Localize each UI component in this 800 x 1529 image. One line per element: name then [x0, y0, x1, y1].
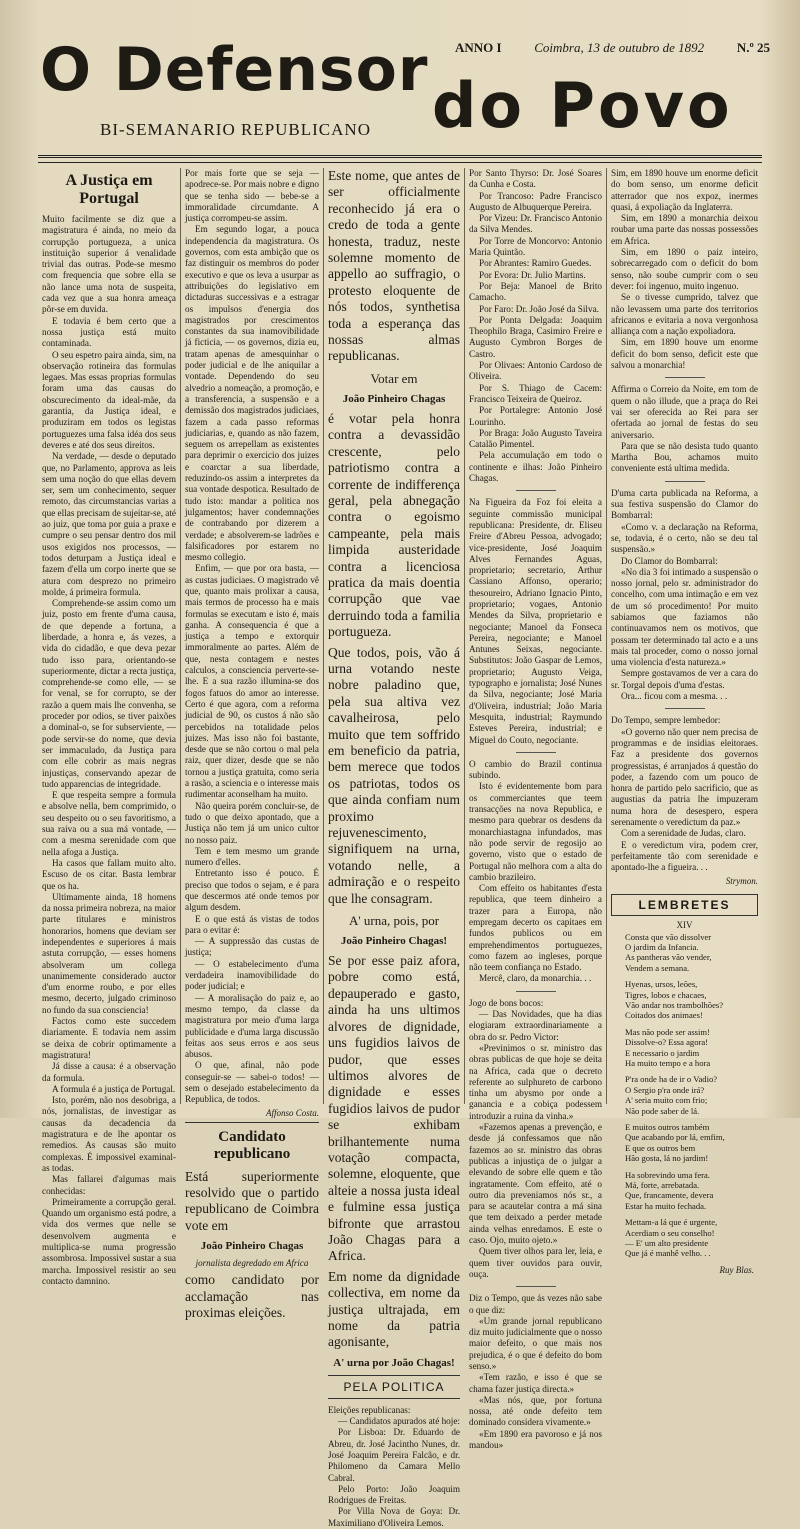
- poem-stanza: E muitos outros também Que acabando por lá, emfim, E que os outros bem Hão gosta, lá no jardim!: [625, 1122, 725, 1164]
- poem-stanza: Mettam-a lá que é urgente, Acerdiam o seu conselho! — E' um alto presidente Que já é manhê velho. . .: [625, 1217, 718, 1259]
- paragraph: A formula é a justiça de Portugal.: [52, 1083, 176, 1094]
- paragraph: Mas fallarei d'algumas mais conhecidas:: [42, 1174, 176, 1196]
- paragraph: Primeiramente a corrupção geral. Quando um organismo está podre, a vida dos vermes que nelle se desenvolvem augmenta e multiplica-se numa progressão assombrosa. Impossivel sustar a sua marcha. Impossivel resistir ao seu contacto damnino.: [42, 1196, 176, 1286]
- votar-line: Votar em: [370, 370, 418, 386]
- poem-stanza: P'ra onde ha de ir o Vadio? O Sergio p'ra onde irá? A' seria muito com frio; Não pode saber de lá.: [625, 1074, 718, 1116]
- paragraph: «Fazemos apenas a prevenção, e desde já confessamos que não fazemos ao sr. ministro das obras publicas a injustiça de o julgar a elevando de sobre elle quem e tão ingratamente. Com effeito, até o outro dia preveniamos nós sr., a para se acautelar contra a má sina que tem deixado a perder metade ainda velhas enredamos. E este o caso. Ojo, muito ojeto.»: [469, 1122, 602, 1246]
- poem-stanza: Consta que vão dissolver O jardim da Infancia. As pantheras vão vender, Vendem a semana.: [625, 931, 712, 973]
- column-1: [38, 168, 180, 1286]
- paragraph: Enfim, — que por ora basta, — as custas judiciaes. O magistrado vê que, quanto mais prolixar a causa, mais termos de processo ha e mais formulas se executam e isto é, mais ganha. A consequencia é que a justiça a tempo e extorquir immoralmente ao partes. Além de que, nesta contagem e nestes calculos, a consciencia perverte-se-lhe. E a sua razão illumina-se dos fogos fatuos do amor ao interesse. Certo é que agora, com a reforma judicial de 90, os custos á não são percebidos na totalidade pelos juizes. Mas isso não foi bastante, desde que se não cortou o mal pela raiz, quer dizer, desde que se não tornou a justiça gratuita, como seria a rasão, a sciencia e o interesse mais rudimentar aconselham ha muito.: [185, 563, 319, 800]
- paragraph: O seu espetro paira ainda, sim, na observação rotineira das formulas legaes. Mas essas proprias formulas foram uma das causas do obscurecimento da ideal-mãe, da garantia, da Justiça ideal, e produziram em todos os legistas portuguezes uma falsa idéa dos seus deveres e até dos seus direitos.: [42, 349, 176, 450]
- paragraph: Comprehende-se assim como um juiz, posto em frente d'uma causa, de que depende a fortuna, a liberdade, a honra e, ás vezes, a vida do cidadão, e que deva pezar tudo isso para, orientando-se superiormente, dictar a recta justiça, comprehende-se como elle, — se for venal, se for corrupto, se der razão a quem mais lhe convenha, se proceder por odios, se tiver paixões a dominal-o, se for subserviente, — pode servir-se do nome, que devia ser immaculado, da Justiça para com elle cobrir as mais negras injustiças, conservando apezar de tudo apparencias de integridade.: [42, 598, 176, 789]
- masthead-title-line1: O Defensor: [40, 35, 429, 105]
- paragraph: Tem e tem mesmo um grande numero d'elles.: [185, 845, 319, 868]
- paragraph: Por Beja: Manoel de Brito Camacho.: [469, 280, 602, 303]
- paragraph: — O estabelecimento d'uma verdadeira inamovibilidade do poder judicial; e: [185, 958, 319, 992]
- divider: [516, 490, 556, 491]
- candidate-name: João Pinheiro Chagas: [200, 1240, 304, 1253]
- list-item: Por Villa Nova de Goya: Dr. Maximiliano d'Oliveira Lemos.: [328, 1506, 460, 1528]
- divider: [665, 481, 705, 482]
- paragraph: Na verdade, — desde o deputado que, no Parlamento, approva as leis sem uma noção do que ellas devem ser, sem um conhecimento, sequer remoto, das circumstancias varias a que ellas precisam de sujeitar-se, até ao juiz, que toma por guia a praxe e cumpre o seu pensar dentro dos mil usos exigidos nos processos, — todos deturpam a Justiça ideal e fazem d'ella um corpo inerte que se atura com desprezo no primeiro molde, á primeira formula.: [42, 451, 176, 597]
- paragraph: «Como v. a declaração na Reforma, se, todavia, é o certo, não se deu tal suspensão.»: [611, 521, 758, 555]
- paragraph: Por Vizeu: Dr. Francisco Antonio da Silva Mendes.: [469, 213, 602, 235]
- candidate-name: João Pinheiro Chagas: [342, 392, 446, 405]
- paragraph-large: como candidato por acclamação nas proximas eleições.: [185, 1272, 319, 1321]
- issue-year: ANNO I: [455, 40, 502, 55]
- call-line: A' urna, pois, por: [348, 913, 440, 929]
- paragraph: Jogo de bons bocos:: [469, 997, 544, 1008]
- paragraph: Por Portalegre: Antonio José Lourinho.: [469, 405, 602, 427]
- list-item: Eleições republicanas:: [328, 1404, 411, 1415]
- paragraph: D'uma carta publicada na Reforma, a sua festiva suspensão do Clamor do Bombarral:: [611, 487, 758, 521]
- paragraph: Ora... ficou com a mesma. . .: [621, 691, 728, 702]
- paragraph: Por Trancoso: Padre Francisco Augusto de Albuquerque Pereira.: [469, 190, 602, 212]
- paragraph: Por Olivaes: Antonio Cardoso de Oliveira.: [469, 360, 602, 382]
- article-signature: Strymon.: [725, 875, 758, 886]
- column-5: [606, 168, 762, 1275]
- paragraph: Mercê, claro, da monarchia. . .: [479, 973, 592, 984]
- paragraph: Diz o Tempo, que ás vezes não sabe o que diz:: [469, 1293, 602, 1315]
- masthead-subtitle: BI-SEMANARIO REPUBLICANO: [100, 120, 371, 139]
- paragraph: Por Ponta Delgada: Joaquim Theophilo Braga, Casimiro Freire e Augusto Cymbron Borges de Castro.: [469, 314, 602, 359]
- divider: [516, 1286, 556, 1287]
- paragraph: E o que está ás vistas de todos para o evitar é:: [185, 913, 319, 935]
- article-headline-candidato: Candidato republicano: [185, 1122, 319, 1163]
- paragraph: E o veredictum vira, podem crer, perfeitamente tão com serenidade e apontado-lhe a figueira. . .: [611, 839, 758, 873]
- paragraph: Para que se não desista tudo quanto Martha Bou, achamos muito conveniente está ultima medida.: [611, 440, 758, 474]
- paragraph: Por mais forte que se seja — apodrece-se. Por mais nobre e digno que se tenha sido — bebe-se a immoralidade circumdante. A justiça corrompeu-se assim.: [185, 168, 319, 224]
- paragraph-large: Em nome da dignidade collectiva, em nome da justiça ultrajada, em nome da patria agonisante,: [328, 1268, 460, 1350]
- paragraph: E que respeita sempre a formula e absolve nella, bem comprimido, o seu despeito ou o seu favoritismo, a sua raiva ou a sua má vontade, — com a mesma serenidade com que nella afoga a Justiça.: [42, 790, 176, 857]
- list-item: Por Lisboa: Dr. Eduardo de Abreu, dr. José Jacintho Nunes, dr. José Joaquim Pereira Falcão, e dr. Philomeno da Camara Mello Cabral.: [328, 1427, 460, 1483]
- list-item: — Candidatos apurados até hoje:: [338, 1416, 460, 1427]
- paragraph: Entretanto isso é pouco. É preciso que todos o sejam, e é para que descermos até onde temos por algum desdem.: [185, 868, 319, 913]
- paragraph: Por Braga: João Augusto Taveira Catalão Pimentel.: [469, 427, 602, 450]
- paragraph: Affirma o Correio da Noite, em tom de quem o não illude, que a praça do Rei vai ser oferecida ao Rei para ser ofertada ao jornal de festas do seu aniversario.: [611, 384, 758, 440]
- issue-place-date: Coimbra, 13 de outubro de 1892: [534, 40, 705, 55]
- poem-author: Ruy Blas.: [719, 1264, 754, 1275]
- poem-number: XIV: [676, 919, 693, 930]
- article-headline-justica: A Justiça em Portugal: [65, 172, 153, 207]
- issue-number: N.º 25: [736, 40, 770, 55]
- paragraph: «Mas nós, que, por fortuna nossa, até onde defeito tem dominado considera vivamente.»: [469, 1394, 602, 1428]
- poem-stanza: Hyenas, ursos, leões, Tigres, lobos e chacaes, Vão andar nos trambolhões? Coitados dos animaes!: [625, 979, 724, 1021]
- paragraph: Isto, porém, não nos desobriga, a nós, jornalistas, de investigar as causas da decadencia da magistratura e de lhe apontar os remedios. As causas são muito complexas. É impossivel examinal-as todas.: [42, 1095, 176, 1173]
- paragraph-large: Está superiormente resolvido que o partido republicano de Coimbra vote em: [185, 1168, 319, 1233]
- paragraph: «Em 1890 era pavoroso e já nos mandou»: [469, 1428, 602, 1451]
- masthead-rule: [38, 155, 762, 163]
- candidate-description: jornalista degredado em Africa: [195, 1258, 309, 1269]
- divider: [665, 708, 705, 709]
- paragraph: Por Evora: Dr. Julio Martins.: [479, 269, 586, 280]
- poem-stanza: Ha sobrevindo uma fera. Má, forte, arrebatada. Que, francamente, devera Estar ha muito fechada.: [625, 1169, 714, 1211]
- paragraph: Muito facilmente se diz que a magistratura é ainda, no meio da corrupção portugueza, a unica instituição superior á venalidade trivial das outras. Pode-se mesmo com frequencia que sobre ella se não lance uma nota de suspeita, cada vez que a sua honra ameaça pôr-se em duvida.: [42, 214, 176, 315]
- paragraph: Factos como este succedem diariamente. E todavia nem assim se deixa de cobrir optimamente a magistratura!: [42, 1016, 176, 1060]
- masthead-title-line2: do Povo: [432, 69, 733, 142]
- poem-stanza: Mas não pode ser assim! Dissolve-o? Essa agora! E necessario o jardim Ha muito tempo e a hora: [625, 1026, 711, 1068]
- paragraph-large: Que todos, pois, vão á urna votando neste nobre paladino que, pela sua altiva vez cavalheirosa, pelo muito que tem soffrido em beneficio da patria, bem merece que todos os patriotas, todos os que ainda confiam num proximo rejuvenescimento, signifiquem na urna, votando nelle, a admiração e o respeito que lhe consagram.: [328, 644, 460, 906]
- paragraph: «Um grande jornal republicano diz muito judicialmente que o nosso maior defeito, o que mais nos prejudica, é o que é defeito do bom senso.»: [469, 1315, 602, 1371]
- paragraph: O que, afinal, não pode conseguir-se — sabei-o todos! — sem o desejado estabelecimento da Republica, de todos.: [185, 1060, 319, 1105]
- divider: [516, 991, 556, 992]
- paragraph: — Das Novidades, que ha dias elogiaram extraordinariamente a obra do sr. Pedro Victor:: [469, 1009, 602, 1042]
- paragraph-large: Este nome, que antes de ser officialmente reconhecido já era o credo de toda a gente honesta, traduz, neste solemne momento de appello ao suffragio, o protesto eloquente de nós todos, synthetisa toda a esperança das nossas almas republicanas.: [328, 168, 460, 364]
- column-2: [180, 168, 323, 1321]
- paragraph: Isto é evidentemente bom para os commerciantes que teem transacções na nova Republica, e mesmo para quebrar os desdens da monarchiastagna infundados, mas não pode servir de regosijo ao governo, visto que o estado de Portugal não melhora com a alta do cambio brazileiro.: [469, 781, 602, 882]
- issue-info: [455, 40, 770, 56]
- paragraph: Quem tiver olhos para ler, leia, e quem tiver ouvidos para ouvir, ouça.: [469, 1246, 602, 1279]
- paragraph: Com effeito os habitantes d'esta republica, que teem dinheiro a trazer para a Europa, não empregam decerto os capitaes em fundos publicos ou em emprehendimentos portuguezes, como fazem ao ingleses, porque não teem confiança no Estado.: [469, 883, 602, 973]
- list-item: Pelo Porto: João Joaquim Rodrigues de Freitas.: [328, 1483, 460, 1506]
- paragraph: Ultimamente ainda, 18 homens da nossa primeira nobreza, na maior parte titulares e ministros honorarios, homens que deviam ser independentes e superiores á mais astuta corrupção, — esses homens absolveram um collega unanimemente considerado auctor d'um enorme roubo, e por elles mesmo, decerto, julgado criminoso no fundo da sua consciencia!: [42, 891, 176, 1015]
- paragraph: Sim, em 1890 o paiz inteiro, sobrecarregado com o deficit do bom senso, não soube cumprir com o seu dever: foi ingenuo, muito ingenuo.: [611, 247, 758, 291]
- paragraph: — A moralisação do paiz e, ao mesmo tempo, da classe da magistratura por meio d'uma larga publicidade e d'uma larga discussão feitas aos seus erros e aos seus abusos.: [185, 992, 319, 1060]
- paragraph: «No dia 3 foi intimado a suspensão o nosso jornal, pelo sr. administrador do concelho, com uma intimação e em vez de um só procedimento! Por muito sabiamos que faziamos não continuavamos nem os motivos, que possam ter determinado tal acto e a uns mais tal proceder, como o nosso jornal uma violencia d'esta natureza.»: [611, 566, 758, 668]
- paragraph: Sim, em 1890 houve um enorme deficit do bom senso, deficit este que salvou a monarchia!: [611, 337, 758, 371]
- paragraph: Pela accumulação em todo o continente e ilhas: João Pinheiro Chagas.: [469, 450, 602, 484]
- column-4: [464, 168, 606, 1451]
- divider: [665, 377, 705, 378]
- paragraph: Do Tempo, sempre lembedor:: [611, 715, 721, 726]
- paragraph: Por Faro: Dr. João José da Silva.: [479, 303, 599, 314]
- paragraph: Sempre gostavamos de ver a cara do sr. Torgal depois d'uma d'estas.: [611, 668, 758, 690]
- paragraph: Por S. Thiago de Cacem: Francisco Teixeira de Queiroz.: [469, 382, 602, 404]
- paragraph: «O governo não quer nem precisa de programmas e de insidias eleitoraes. Faz a presidente dos governos progressistas, é arranjados á questão do poder, a fazendo com um pouco de honra de partido pelo sacrificio, que as augustias da patria lhe impuzeram numa hora de desespero, espera serenamente o veredictum da paz.»: [611, 726, 758, 828]
- paragraph: Não queira porém concluir-se, de tudo o que deixo apontado, que a Justiça não tem já um unico cultor no nosso paiz.: [185, 800, 319, 845]
- section-heading-politica: PELA POLITICA: [328, 1375, 460, 1399]
- paragraph: «Tem razão, e isso é que se chama fazer justiça directa.»: [469, 1372, 602, 1394]
- section-heading-lembretes: LEMBRETES: [611, 894, 758, 916]
- paragraph: Por Torre de Moncorvo: Antonio Maria Quintão.: [469, 235, 602, 258]
- paragraph: Do Clamor do Bombarral:: [621, 555, 718, 566]
- call-line: A' urna por João Chagas!: [333, 1356, 455, 1369]
- paragraph: E todavia é bem certo que a nossa justiça está muito contaminada.: [42, 315, 176, 349]
- paragraph: Em segundo logar, a pouca independencia da magistratura. Os governos, com esta ambição que os faz distinguir os membros do poder executivo e que os leva a usurpar as attribuições do legislativo em dictaduras successivas e a estragar os impulsos d'energia dos magistrados por crescimentos constantes da sua inamovibilidade já ficticia, — os governos, dizia eu, tratam apenas de amesquinhar o poder judicial e de lhe aniquilar a vontade. Dependendo do seu alvedrio a nomeação, a promoção, e a transferencia, a suspensão e a demissão dos magistrados judiciaes, fazem a cada passo reformas judiciarias, e, quando as não fazem, seguem os arrepellam as existentes para deprimir o exercicio dos juizes e coarctar a sua liberdade, reduzindo-os assim a interpretes da sua vontade despotica. Resultado de tudo isto: mandar a politica nos julgamentos; haver condemnações de contrabando por dizerem a verdade; e absolverem-se ladrões e falsificadores por estarem no mesmo collegio.: [185, 224, 319, 563]
- paragraph: — A suppressão das custas de justiça;: [185, 936, 319, 958]
- candidate-name: João Pinheiro Chagas!: [340, 935, 448, 948]
- article-signature: Affonso Costa.: [265, 1107, 319, 1118]
- column-3: [323, 168, 464, 1528]
- paragraph: «Previnimos o sr. ministro das obras publicas de que hoje se deita na Africa, cada que o decreto referente ao sulphureto de carbono tinha um abysmo por onde a ganancia e a cobiça podessem introduzir a ruina da vinha.»: [469, 1042, 602, 1121]
- paragraph: Ha casos que fallam muito alto. Escuso de os citar. Basta lembrar que os ha.: [42, 857, 176, 891]
- divider: [516, 752, 556, 753]
- paragraph: O cambio do Brazil continua subindo.: [469, 758, 602, 781]
- paragraph: Já disse a causa: é a observação da formula.: [42, 1061, 176, 1083]
- paragraph: Com a serenidade de Judas, claro.: [621, 828, 746, 839]
- paragraph: Sim, em 1890 a monarchia deixou roubar uma parte das nossas possessões em Africa.: [611, 213, 758, 246]
- paragraph-large: é votar pela honra contra a devassidão crescente, pelo patriotismo contra a corrente de indifferença geral, pela abnegação contra o egoismo campeante, pela mais limpida austeridade contra a licenciosa pratica da mais doentia corrupção que vae derruindo toda a familia portugueza.: [328, 410, 460, 640]
- paragraph: Se o tivesse cumprido, talvez que não levassem uma parte dos territorios africanos e evitaria a nova vergonhosa alliança com a nação expoliadora.: [611, 292, 758, 337]
- paragraph-large: Se por esse paiz afora, pobre como está, depauperado e gasto, ainda ha uns ultimos alvores de dignidade, uns fugidios laivos de pudor, que esses ultimos alvores de dignidade e esses fugidios laivos de pudor se exhibam brilhantemente numa votação compacta, solemne, eloquente, que alteie a nossa justa ideal e fulmine essa justiça bifronte que arrastou João Chagas para a Africa.: [328, 953, 460, 1264]
- paragraph: Na Figueira da Foz foi eleita a seguinte commissão municipal republicana: Presidente, dr. Eliseu Freire d'Abreu Pessoa, advogado; vice-presidente, José Joaquim Alves Fernandes Aguas, proprietario; secretario, Arthur Cassiano Affonso, operario; thesoureiro, Adriano Ignacio Pinto, proprietario; vogaes, Antonio Mendes da Silva, proprietario e negociante; Manoel da Fonseca Pereira, negociante; e Manoel Antunes Seixas, negociante. Substitutos: João Gaspar de Lemos, proprietario; Augusto Veiga, typographo e jornalista; José Nunes da Silva, negociante; José Maria d'Oliveira, industrial; João Maria Mesquita, industrial; Raymundo Esteves Pereira, industrial; e Miguel do Couto, negociante.: [469, 497, 602, 745]
- paragraph: Por Abrantes: Ramiro Guedes.: [479, 258, 592, 269]
- paragraph: Sim, em 1890 houve um enorme deficit do bom senso, um enorme deficit atterrador que nos expoz, inermes quasi, á expoliação da Inglaterra.: [611, 168, 758, 212]
- paragraph: Por Santo Thyrso: Dr. José Soares da Cunha e Costa.: [469, 168, 602, 190]
- columns: [38, 168, 762, 1528]
